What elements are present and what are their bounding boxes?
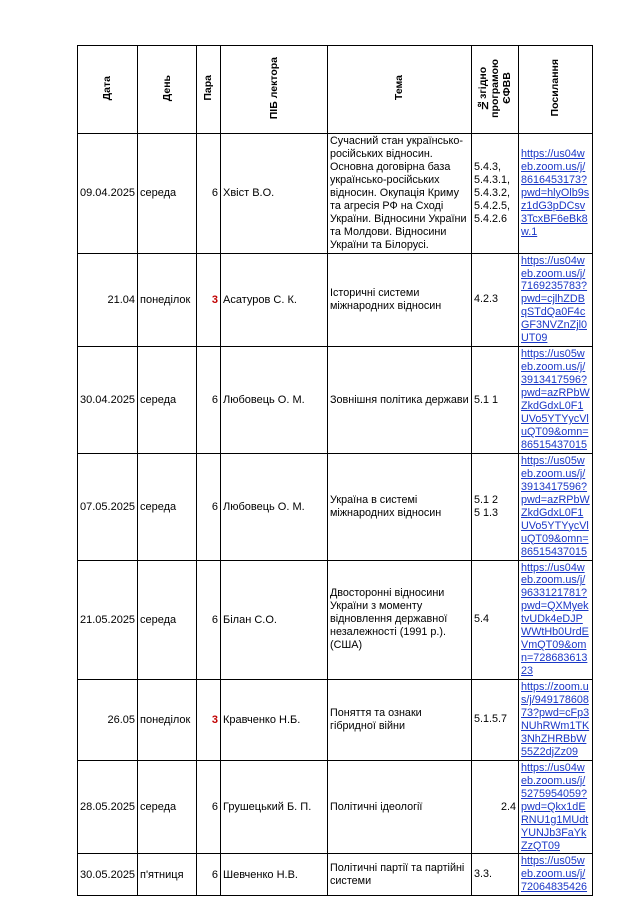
zoom-link[interactable]: https://us05web.zoom.us/j/3913417596?pwd=azRPbWZkdGdxL0F1UVo5YTYycVluQT09&omn=86515437015 <box>521 348 590 451</box>
date-cell: 26.05 <box>78 680 138 761</box>
header-link: Посилання <box>519 46 593 134</box>
program-code-cell: 5.4 <box>472 560 519 680</box>
program-code-cell: 5.4.3, 5.4.3.1, 5.4.3.2, 5.4.2.5, 5.4.2.6 <box>472 134 519 254</box>
topic-cell: Двосторонні відносини України з моменту відновлення державної незалежності (1991 р.). (США) <box>328 560 472 680</box>
lecturer-cell: Білан С.О. <box>221 560 328 680</box>
zoom-link[interactable]: https://us05web.zoom.us/j/3913417596?pwd=azRPbWZkdGdxL0F1UVo5YTYycVluQT09&omn=86515437015 <box>521 454 590 558</box>
link-cell <box>519 854 593 896</box>
program-code-cell: 3.3. <box>472 854 519 896</box>
lecturer-cell: Любовець О. М. <box>221 453 328 560</box>
lecturer-cell: Кравченко Н.Б. <box>221 680 328 761</box>
zoom-link[interactable]: https://us05web.zoom.us/j/72064835426 <box>521 855 588 894</box>
zoom-link[interactable]: https://us04web.zoom.us/j/5275954059?pwd=Qkx1dERNU1g1MUdtYUNJb3FaYkZzQT09 <box>521 761 589 852</box>
link-cell <box>519 680 593 761</box>
day-cell: середа <box>138 760 197 854</box>
topic-cell: Зовнішня політика держави <box>328 347 472 454</box>
header-row <box>78 46 593 134</box>
header-lecturer: ПІБ лектора <box>221 46 328 134</box>
link-cell <box>519 760 593 854</box>
date-cell: 21.04 <box>78 253 138 347</box>
pair-cell: 3 <box>197 253 221 347</box>
link-cell <box>519 253 593 347</box>
zoom-link[interactable]: https://us04web.zoom.us/j/8616453173?pwd=hlyOlb9sz1dG3pDCsv3TcxBF6eBk8w.1 <box>521 147 590 238</box>
topic-cell: Україна в системі міжнародних відносин <box>328 453 472 560</box>
schedule-table <box>77 45 593 896</box>
program-code-cell: 5.1 2 5 1.3 <box>472 453 519 560</box>
day-cell: середа <box>138 347 197 454</box>
program-code-cell: 4.2.3 <box>472 253 519 347</box>
header-pair: Пара <box>197 46 221 134</box>
topic-cell: Сучасний стан українсько-російських відносин. Основна договірна база українсько-російських відносин. Окупація Криму та агресія РФ на Сході України. Відносини України та Молдови. Відносини України та Білорусі. <box>328 134 472 254</box>
topic-cell: Політичні ідеології <box>328 760 472 854</box>
program-code-cell: 2.4 <box>472 760 519 854</box>
date-cell: 30.04.2025 <box>78 347 138 454</box>
pair-cell: 6 <box>197 760 221 854</box>
header-topic: Тема <box>328 46 472 134</box>
day-cell: понеділок <box>138 680 197 761</box>
table-row <box>78 253 593 347</box>
pair-cell: 6 <box>197 854 221 896</box>
day-cell: середа <box>138 134 197 254</box>
link-cell <box>519 560 593 680</box>
link-cell <box>519 134 593 254</box>
lecturer-cell: Шевченко Н.В. <box>221 854 328 896</box>
pair-cell: 6 <box>197 134 221 254</box>
date-cell: 21.05.2025 <box>78 560 138 680</box>
header-date: Дата <box>78 46 138 134</box>
day-cell: понеділок <box>138 253 197 347</box>
pair-cell: 6 <box>197 347 221 454</box>
lecturer-cell: Асатуров С. К. <box>221 253 328 347</box>
pair-cell: 3 <box>197 680 221 761</box>
zoom-link[interactable]: https://us04web.zoom.us/j/7169235783?pwd=cjlhZDBqSTdQa0F4cGF3NVZnZjl0UT09 <box>521 254 588 345</box>
lecturer-cell: Хвіст В.О. <box>221 134 328 254</box>
table-row <box>78 560 593 680</box>
program-code-cell: 5.1.5.7 <box>472 680 519 761</box>
link-cell <box>519 453 593 560</box>
link-cell <box>519 347 593 454</box>
pair-cell: 6 <box>197 453 221 560</box>
header-program-code <box>472 46 519 134</box>
pair-cell: 6 <box>197 560 221 680</box>
table-row <box>78 854 593 896</box>
table-row <box>78 453 593 560</box>
table-row <box>78 134 593 254</box>
table-row <box>78 760 593 854</box>
lecturer-cell: Любовець О. М. <box>221 347 328 454</box>
zoom-link[interactable]: https://us04web.zoom.us/j/9633121781?pwd=QXMyektvUDk4eDJPWWtHb0UrdEVmQT09&omn=72868361323 <box>521 561 589 678</box>
date-cell: 30.05.2025 <box>78 854 138 896</box>
date-cell: 28.05.2025 <box>78 760 138 854</box>
header-day: День <box>138 46 197 134</box>
day-cell: середа <box>138 453 197 560</box>
date-cell: 07.05.2025 <box>78 453 138 560</box>
table-row <box>78 347 593 454</box>
table-row <box>78 680 593 761</box>
header-program-code-text: №згідно програмою ЄФВВ <box>476 58 514 118</box>
topic-cell: Поняття та ознаки гібридної війни <box>328 680 472 761</box>
date-cell: 09.04.2025 <box>78 134 138 254</box>
lecturer-cell: Грушецький Б. П. <box>221 760 328 854</box>
topic-cell: Історичні системи міжнародних відносин <box>328 253 472 347</box>
zoom-link[interactable]: https://zoom.us/j/94917860873?pwd=cFp3NUhRWm1TK3NhZHRBbW55Z2djZz09 <box>521 681 590 758</box>
program-code-cell: 5.1 1 <box>472 347 519 454</box>
topic-cell: Політичні партії та партійні системи <box>328 854 472 896</box>
day-cell: п'ятниця <box>138 854 197 896</box>
day-cell: середа <box>138 560 197 680</box>
